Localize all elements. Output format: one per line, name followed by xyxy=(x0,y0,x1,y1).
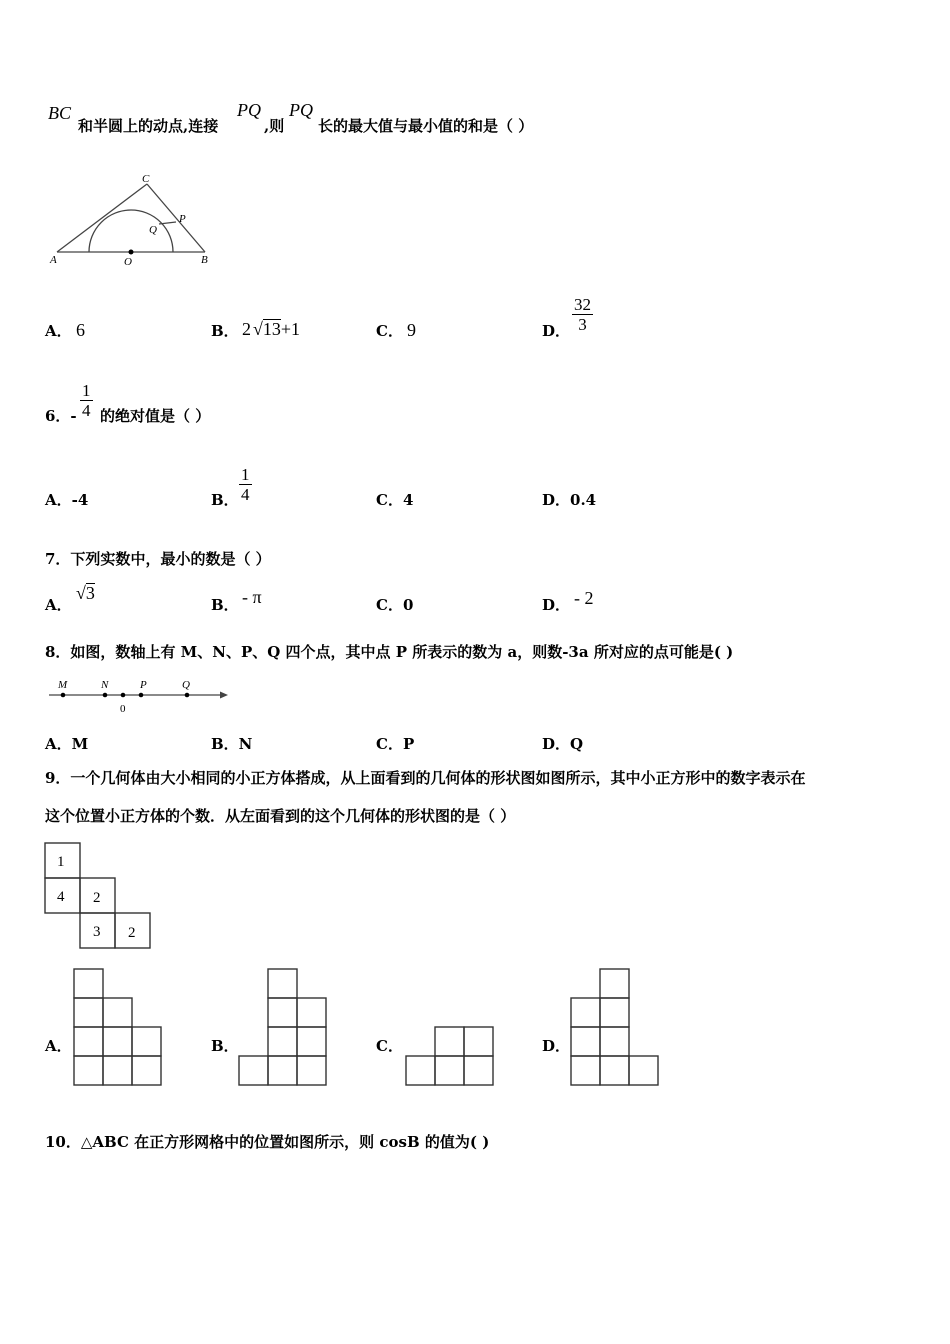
cell-count: 3 xyxy=(93,924,101,940)
q5-text-3: 长的最大值与最小值的和是（ ） xyxy=(318,117,534,135)
q9-option-c-label: C． xyxy=(376,1037,403,1055)
q5-option-a-value: 6 xyxy=(76,320,85,340)
q7-question-text: 7．下列实数中，最小的数是（ ） xyxy=(45,550,271,568)
point-q-label: Q xyxy=(149,224,157,236)
q7-a-radicand: 3 xyxy=(85,583,95,603)
q8-option-d: D．Q xyxy=(542,735,584,753)
point-b-label: B xyxy=(201,254,208,266)
q9-option-b-label: B． xyxy=(211,1037,239,1055)
point-m xyxy=(61,693,66,698)
q7-option-c: C．0 xyxy=(376,596,414,614)
q6-fraction xyxy=(80,381,93,420)
q8-question-text: 8．如图，数轴上有 M、N、P、Q 四个点，其中点 P 所表示的数为 a，则数-3a 所对应的点可能是( ) xyxy=(45,643,734,661)
point-m-label: M xyxy=(58,679,68,691)
point-o-label: O xyxy=(124,256,132,268)
q5-option-d-label: D． xyxy=(542,322,571,340)
q9-question-line-2: 这个位置小正方体的个数．从左面看到的这个几何体的形状图的是（ ） xyxy=(45,807,516,825)
cell-count: 2 xyxy=(128,925,136,941)
q5-text-1: 和半圆上的动点,连接 xyxy=(78,117,219,135)
point-p xyxy=(139,693,144,698)
axis-arrow-icon xyxy=(220,692,228,699)
q5-b-radicand: 13 xyxy=(262,319,281,339)
q5-option-b-label: B． xyxy=(211,322,239,340)
q9-option-b-view xyxy=(237,968,329,1090)
q5-b-plus-one: +1 xyxy=(280,319,301,339)
q5-b-coefficient: 2 xyxy=(242,319,251,339)
q7-option-b-value: - π xyxy=(242,587,262,607)
q8-option-c: C．P xyxy=(376,735,415,753)
q9-top-view-grid xyxy=(44,842,156,950)
q7-option-a-label: A． xyxy=(45,596,72,614)
q7-option-d-value: - 2 xyxy=(574,588,594,608)
origin-label: 0 xyxy=(120,703,126,715)
center-point-o xyxy=(129,250,134,255)
fraction-numerator: 32 xyxy=(574,295,591,314)
q5-option-c-label: C． xyxy=(376,322,403,340)
point-n-label: N xyxy=(101,679,109,691)
q5-option-a-label: A． xyxy=(45,322,72,340)
cell-count: 2 xyxy=(93,890,101,906)
q9-option-d-label: D． xyxy=(542,1037,571,1055)
point-q-label: Q xyxy=(182,679,190,691)
q8-number-line xyxy=(45,676,235,716)
q9-option-d-view xyxy=(569,968,661,1090)
point-p-label: P xyxy=(179,213,186,225)
q9-question-line-1: 9．一个几何体由大小相同的小正方体搭成，从上面看到的几何体的形状图如图所示，其中小正方形中的数字表示在 xyxy=(45,769,806,787)
semicircle-arc xyxy=(89,210,173,252)
fraction-denominator: 4 xyxy=(241,485,250,504)
fraction-numerator: 1 xyxy=(82,381,91,400)
q8-option-a: A．M xyxy=(45,735,89,753)
q10-question-text: 10．△ABC 在正方形网格中的位置如图所示，则 cosB 的值为( ) xyxy=(45,1133,490,1151)
fraction-denominator: 3 xyxy=(578,315,587,334)
q5-option-c-value: 9 xyxy=(407,320,416,340)
segment-pq-label-2: PQ xyxy=(289,100,313,120)
segment-ac xyxy=(57,184,147,252)
q6-option-b-label: B． xyxy=(211,491,239,509)
point-p-label: P xyxy=(140,679,147,691)
q5-option-d-fraction xyxy=(572,295,593,334)
fraction-numerator: 1 xyxy=(241,465,250,484)
point-n xyxy=(103,693,108,698)
point-q xyxy=(185,693,190,698)
q5-triangle-semicircle-figure xyxy=(45,170,220,270)
segment-pq-label: PQ xyxy=(237,100,261,120)
q5-option-b-value xyxy=(242,319,300,340)
fraction-denominator: 4 xyxy=(82,401,91,420)
q5-text-2: ,则 xyxy=(264,117,285,135)
q7-option-a-value xyxy=(76,583,95,604)
q6-option-c: C．4 xyxy=(376,491,414,509)
cell-count: 4 xyxy=(57,889,65,905)
radical-sign-icon: √ xyxy=(253,319,263,339)
q6-option-d: D．0.4 xyxy=(542,491,597,509)
q9-option-c-view xyxy=(404,968,496,1090)
q9-option-a-view xyxy=(72,968,164,1090)
q7-option-d-label: D． xyxy=(542,596,571,614)
q7-option-b-label: B． xyxy=(211,596,239,614)
point-c-label: C xyxy=(142,173,150,185)
point-origin xyxy=(121,693,126,698)
q6-number: 6．- xyxy=(45,407,77,425)
segment-bc-label: BC xyxy=(48,103,72,123)
radical-sign-icon: √ xyxy=(76,583,86,603)
point-a-label: A xyxy=(50,254,57,266)
q6-option-b-fraction xyxy=(239,465,252,504)
cell-count: 1 xyxy=(57,854,65,870)
q6-option-a: A．-4 xyxy=(45,491,89,509)
q9-option-a-label: A． xyxy=(45,1037,72,1055)
q6-question-text: 的绝对值是（ ） xyxy=(100,407,211,425)
q8-option-b: B．N xyxy=(211,735,253,753)
